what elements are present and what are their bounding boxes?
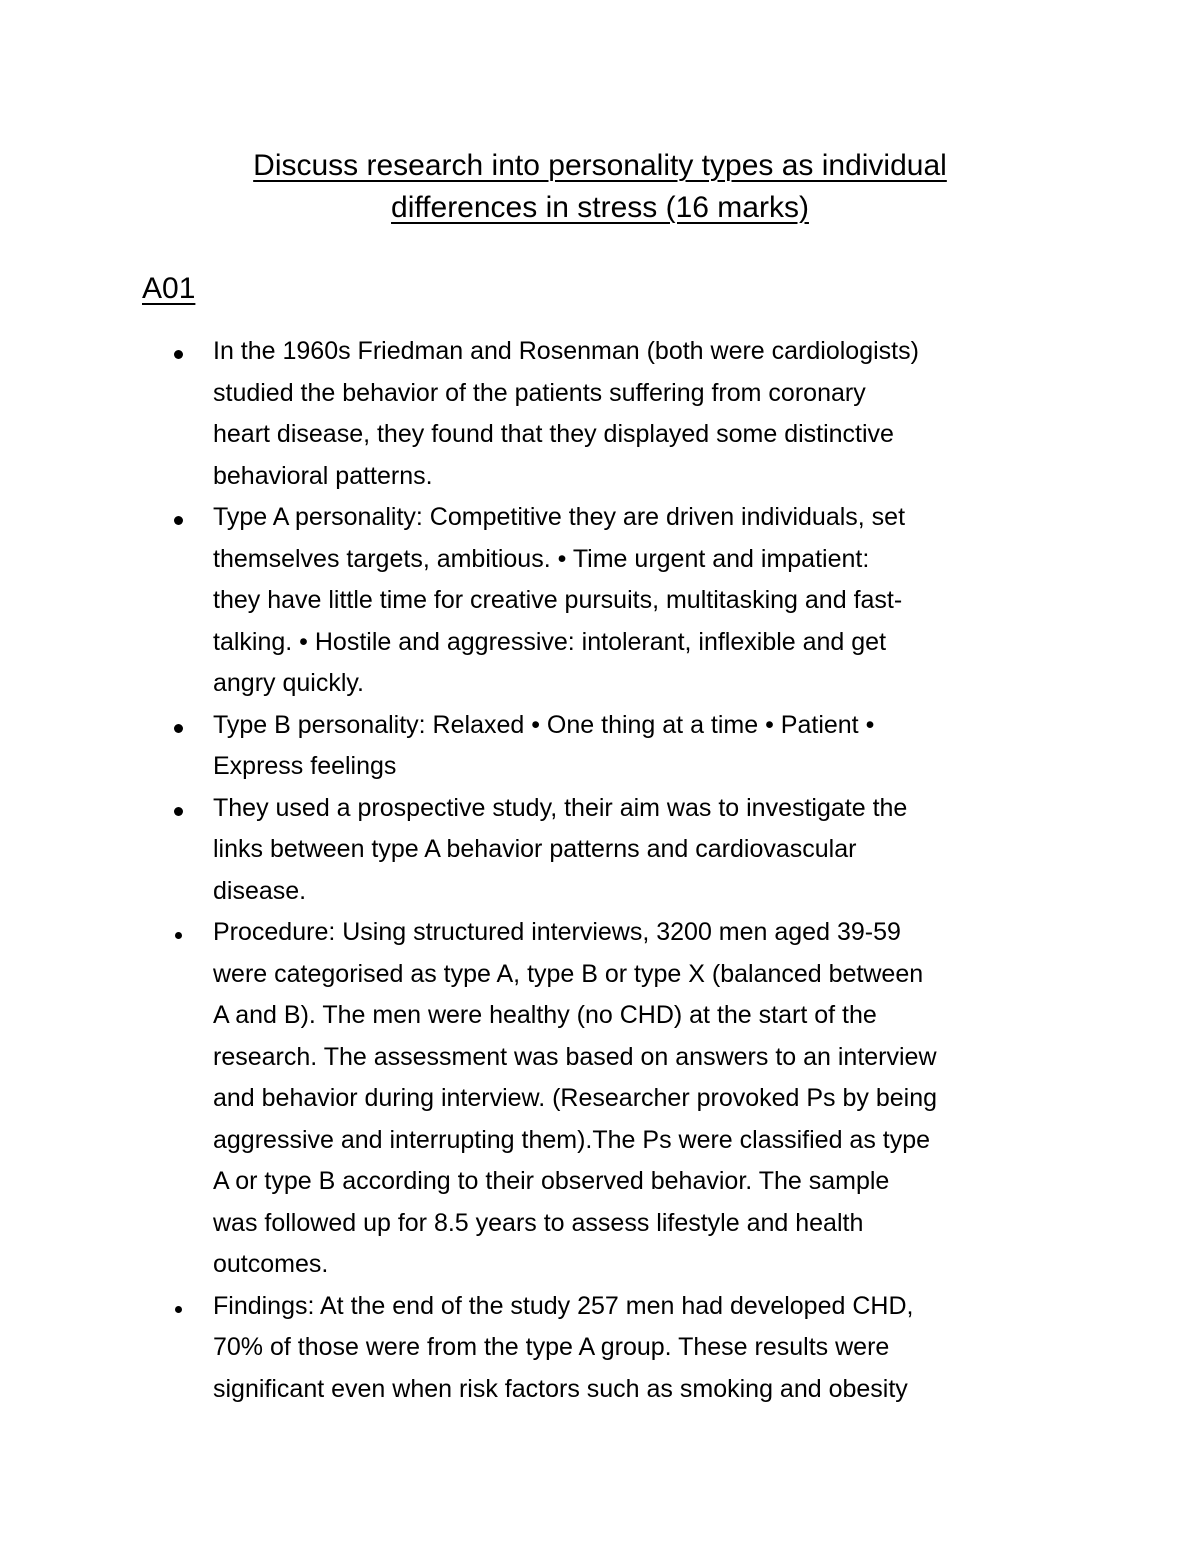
- bullet-icon: [174, 807, 183, 816]
- list-item: [160, 912, 1080, 1286]
- bullet-list: [160, 331, 1080, 1410]
- title-line-1: Discuss research into personality types as individual: [253, 149, 947, 182]
- bullet-line: In the 1960s Friedman and Rosenman (both were cardiologists): [213, 337, 919, 365]
- bullet-icon: [174, 516, 183, 525]
- bullet-line: research. The assessment was based on answers to an interview: [213, 1042, 937, 1071]
- bullet-line: disease.: [213, 876, 307, 905]
- bullet-line: A and B). The men were healthy (no CHD) at the start of the: [213, 1001, 877, 1029]
- bullet-line: 70% of those were from the type A group. These results were: [213, 1333, 890, 1361]
- bullet-line: aggressive and interrupting them).The Ps were classified as type: [213, 1125, 931, 1154]
- bullet-line: they have little time for creative pursuits, multitasking and fast-: [213, 586, 903, 614]
- section-heading: A01: [142, 272, 196, 305]
- bullet-line: and behavior during interview. (Researcher provoked Ps by being: [213, 1084, 938, 1112]
- bullet-line: Express feelings: [213, 752, 397, 780]
- bullet-icon: [175, 932, 182, 939]
- bullet-line: themselves targets, ambitious. • Time urgent and impatient:: [213, 544, 870, 573]
- bullet-line: behavioral patterns.: [213, 461, 433, 490]
- bullet-line: They used a prospective study, their aim was to investigate the: [213, 793, 908, 822]
- title-line-2: differences in stress (16 marks): [391, 190, 809, 224]
- bullet-icon: [175, 1306, 182, 1313]
- list-item: [160, 331, 1080, 497]
- bullet-icon: [174, 724, 183, 733]
- list-item: [160, 788, 1080, 913]
- bullet-line: were categorised as type A, type B or type X (balanced between: [213, 959, 924, 988]
- bullet-line: Findings: At the end of the study 257 men had developed CHD,: [213, 1291, 914, 1320]
- bullet-line: was followed up for 8.5 years to assess lifestyle and health: [213, 1208, 864, 1237]
- list-item: [160, 1286, 1080, 1411]
- bullet-line: angry quickly.: [213, 669, 364, 697]
- bullet-line: talking. • Hostile and aggressive: intolerant, inflexible and get: [213, 627, 887, 656]
- bullet-line: significant even when risk factors such as smoking and obesity: [213, 1374, 908, 1403]
- bullet-line: Procedure: Using structured interviews, 3200 men aged 39-59: [213, 918, 901, 946]
- list-item: [160, 705, 1080, 788]
- bullet-line: heart disease, they found that they displayed some distinctive: [213, 420, 894, 448]
- bullet-line: A or type B according to their observed behavior. The sample: [213, 1167, 890, 1195]
- list-item: [160, 497, 1080, 705]
- bullet-line: outcomes.: [213, 1250, 329, 1278]
- bullet-line: Type B personality: Relaxed • One thing at a time • Patient •: [213, 710, 875, 739]
- bullet-icon: [174, 350, 183, 359]
- bullet-line: links between type A behavior patterns and cardiovascular: [213, 835, 857, 863]
- bullet-line: studied the behavior of the patients suffering from coronary: [213, 378, 866, 407]
- bullet-line: Type A personality: Competitive they are driven individuals, set: [213, 503, 906, 531]
- document-title: [120, 145, 1080, 228]
